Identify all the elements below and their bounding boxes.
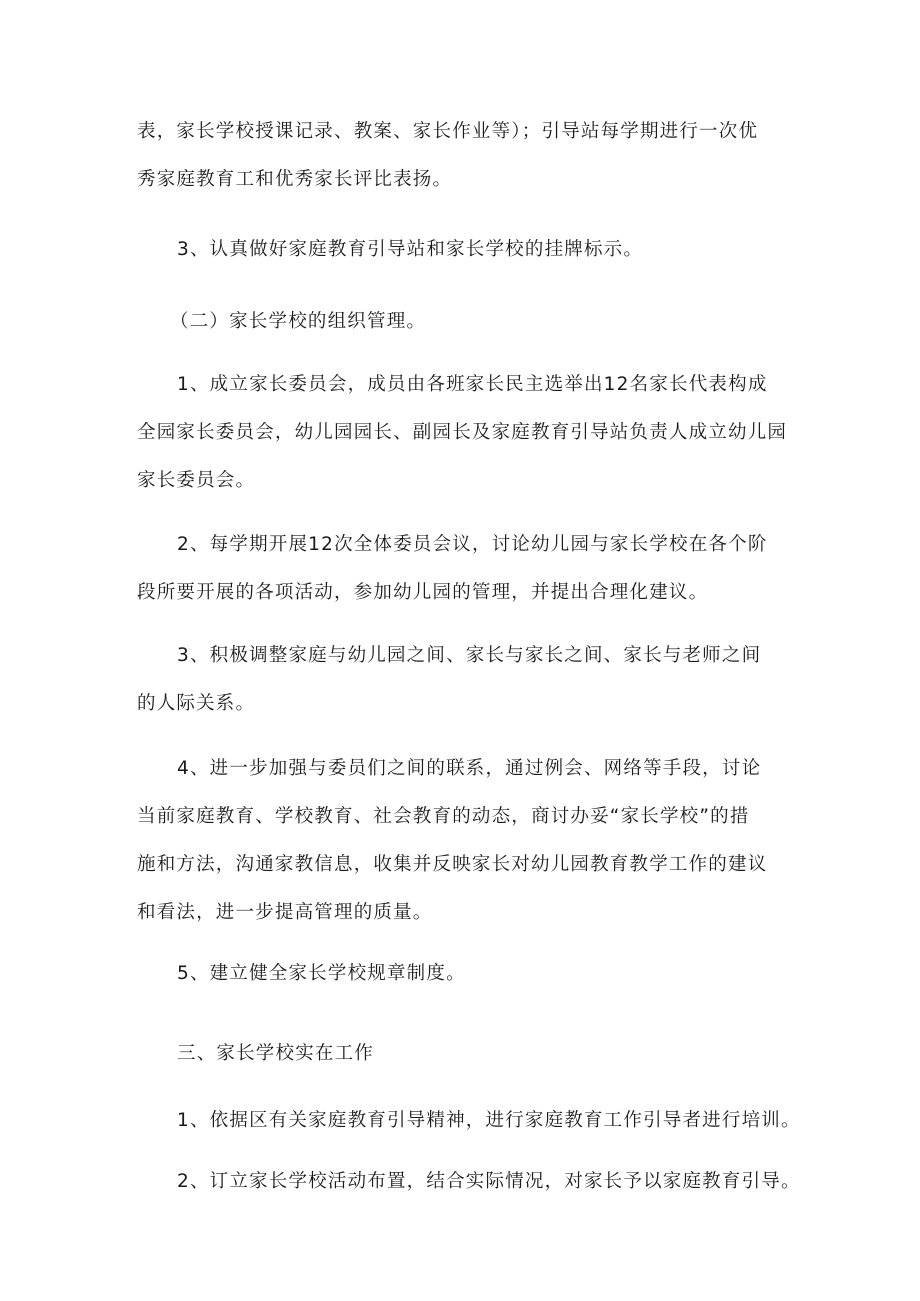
text-line: 施和方法，沟通家教信息，收集并反映家长对幼儿园教育教学工作的建议 [137,854,768,875]
section-heading-2 [170,298,830,346]
text-line: 家长委员会。 [137,470,256,491]
text-line: 3、认真做好家庭教育引导站和家长学校的挂牌标示。 [177,239,644,260]
paragraph-work-2 [177,1158,837,1206]
text-line: 2、订立家长学校活动布置，结合实际情况，对家长予以家庭教育引导。 [177,1171,801,1192]
paragraph-item-5 [177,950,837,998]
paragraph-work-1 [177,1097,837,1145]
text-line: 3、积极调整家庭与幼儿园之间、家长与家长之间、家长与老师之间 [177,645,762,666]
text-line: 三、家长学校实在工作 [177,1043,375,1064]
text-line: 1、依据区有关家庭教育引导精神，进行家庭教育工作引导者进行培训。 [177,1110,801,1131]
text-line: 秀家庭教育工和优秀家长评比表扬。 [137,169,453,190]
text-line: （二）家长学校的组织管理。 [170,311,427,332]
paragraph-item-3 [177,226,837,274]
paragraph-item-2 [137,521,797,617]
paragraph-item-4 [137,745,797,937]
text-line: 表，家长学校授课记录、教案、家长作业等）；引导站每学期进行一次优 [137,121,759,142]
text-line: 1、成立家长委员会，成员由各班家长民主选举出12名家长代表构成 [177,374,768,395]
paragraph-item-3b [137,632,797,728]
text-line: 4、进一步加强与委员们之间的联系，通过例会、网络等手段，讨论 [177,758,762,779]
text-line: 的人际关系。 [137,693,256,714]
paragraph-continuation [137,108,797,204]
text-line: 当前家庭教育、学校教育、社会教育的动态，商讨办妥“家长学校”的措 [137,806,750,827]
section-heading-3 [177,1030,837,1078]
paragraph-item-1 [137,361,797,505]
text-line: 全园家长委员会，幼儿园园长、副园长及家庭教育引导站负责人成立幼儿园 [137,422,788,443]
text-line: 5、建立健全家长学校规章制度。 [177,963,466,984]
text-line: 2、每学期开展12次全体委员会议，讨论幼儿园与家长学校在各个阶 [177,534,768,555]
text-line: 和看法，进一步提高管理的质量。 [137,902,433,923]
text-line: 段所要开展的各项活动，参加幼儿园的管理，并提出合理化建议。 [137,582,709,603]
